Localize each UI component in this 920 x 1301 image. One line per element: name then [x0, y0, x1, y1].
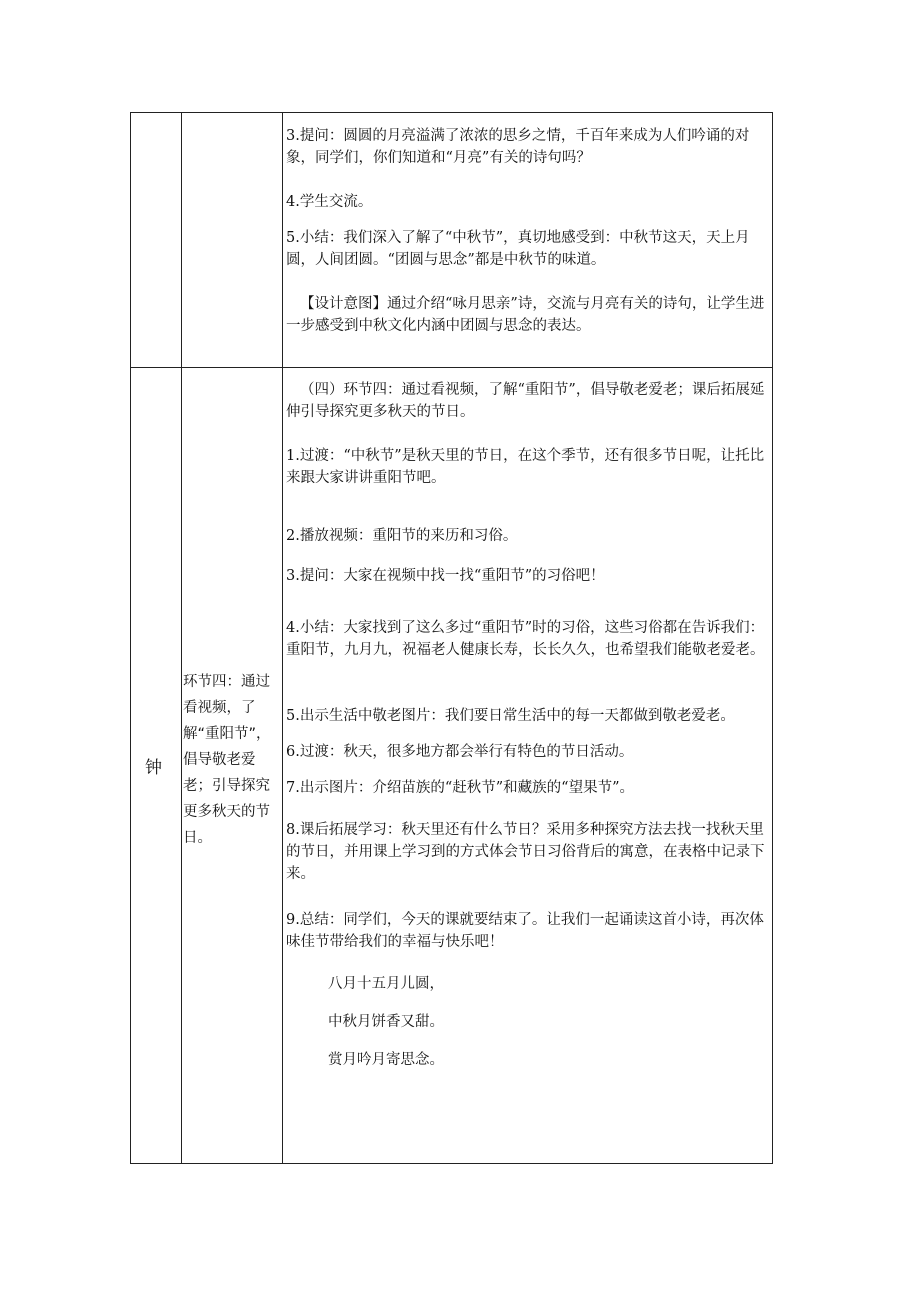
paragraph: 5.出示生活中敬老图片：我们要日常生活中的每一天都做到敬老爱老。: [286, 708, 735, 724]
paragraph: （四）环节四：通过看视频，了解“重阳节”，倡导敬老爱老；课后拓展延伸引导探究更多秋天的节日。: [286, 382, 765, 420]
column-divider: [282, 113, 283, 1163]
design-intent: 【设计意图】通过介绍“咏月思亲”诗，交流与月亮有关的诗句，让学生进一步感受到中秋文化内涵中团圆与思念的表达。: [286, 296, 765, 334]
paragraph: 9.总结：同学们，今天的课就要结束了。让我们一起诵读这首小诗，再次体味佳节带给我们的幸福与快乐吧！: [286, 912, 764, 950]
poem-line: 八月十五月儿圆，: [328, 976, 444, 992]
paragraph: 5.小结：我们深入了解了“中秋节”，真切地感受到：中秋节这天，天上月圆，人间团圆。“团圆与思念”都是中秋节的味道。: [286, 230, 750, 268]
row1-content: [286, 125, 766, 337]
section-summary: 环节四：通过看视频，了解“重阳节”，倡导敬老爱老；引导探究更多秋天的节日。: [183, 674, 271, 846]
paragraph: 4.学生交流。: [286, 194, 373, 210]
paragraph: 4.小结：大家找到了这么多过“重阳节”时的习俗，这些习俗都在告诉我们：重阳节，九月九，祝福老人健康长寿，长长久久，也希望我们能敬老爱老。: [286, 620, 765, 658]
lesson-table: [130, 112, 773, 1164]
paragraph: 8.课后拓展学习：秋天里还有什么节日？采用多种探究方法去找一找秋天里的节日，并用课上学习到的方式体会节日习俗背后的寓意，在表格中记录下来。: [286, 822, 765, 882]
row2-content: [286, 379, 766, 1071]
poem-line: 赏月吟月寄思念。: [328, 1052, 444, 1068]
poem-line: 中秋月饼香又甜。: [328, 1014, 444, 1030]
row-divider: [131, 367, 772, 368]
column-divider: [181, 113, 182, 1163]
paragraph: 7.出示图片：介绍苗族的“赶秋节”和藏族的“望果节”。: [286, 780, 634, 796]
paragraph: 6.过渡：秋天，很多地方都会举行有特色的节日活动。: [286, 744, 634, 760]
paragraph: 1.过渡：“中秋节”是秋天里的节日，在这个季节，还有很多节日呢，让托比来跟大家讲讲重阳节吧。: [286, 448, 765, 486]
time-label: 钟: [145, 758, 162, 778]
paragraph: 3.提问：圆圆的月亮溢满了浓浓的思乡之情，千百年来成为人们吟诵的对象，同学们，你们知道和“月亮”有关的诗句吗？: [286, 128, 750, 166]
paragraph: 3.提问：大家在视频中找一找“重阳节”的习俗吧！: [286, 568, 605, 584]
paragraph: 2.播放视频：重阳节的来历和习俗。: [286, 528, 518, 544]
